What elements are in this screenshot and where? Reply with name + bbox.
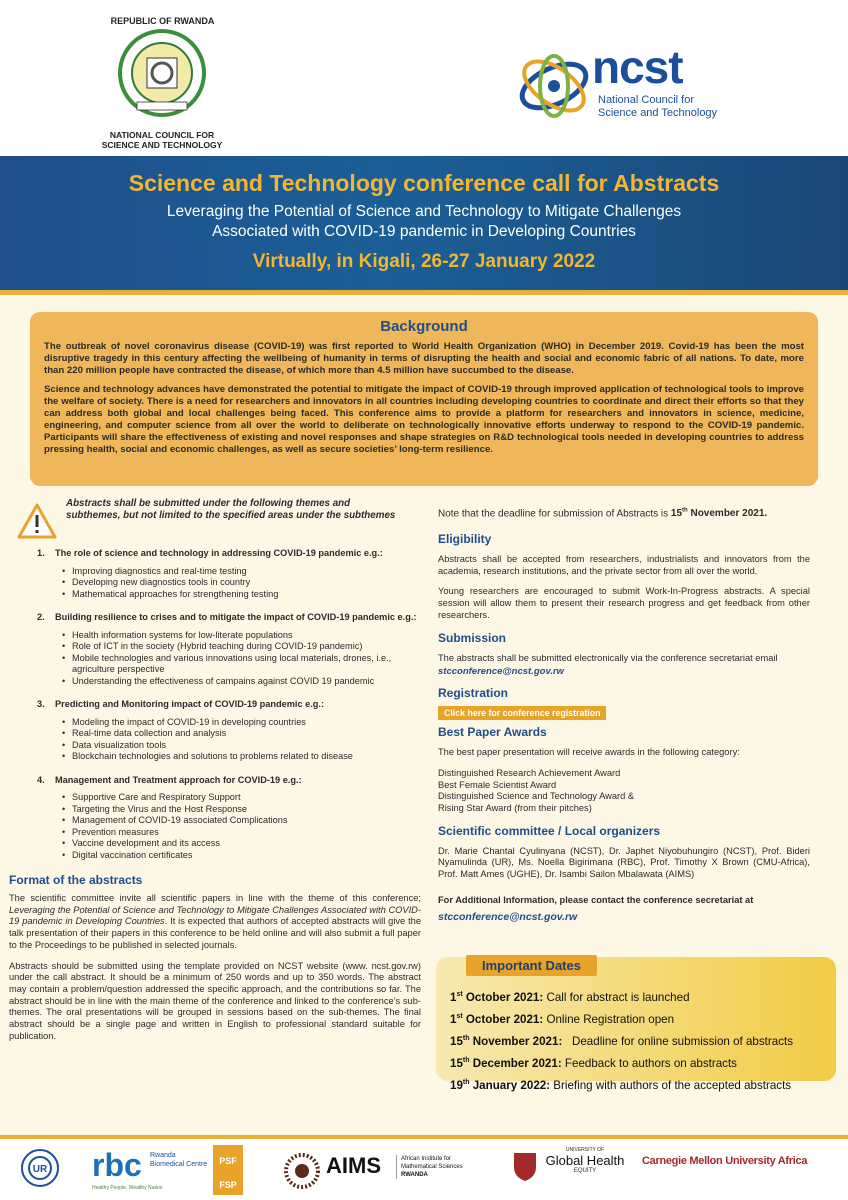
- subtheme-item: • Mathematical approaches for strengthening testing: [62, 589, 421, 601]
- svg-text:UR: UR: [32, 1164, 48, 1175]
- subtheme-item: • Vaccine development and its access: [62, 838, 421, 850]
- important-date-row: 1st October 2021: Call for abstract is launched: [450, 990, 690, 1004]
- award-item: Rising Star Award (from their pitches): [438, 803, 592, 814]
- aims-subtitle: African Institute for Mathematical Sciences RWANDA: [396, 1155, 486, 1179]
- subtheme-item: • Improving diagnostics and real-time testing: [62, 566, 421, 578]
- awards-paragraph: The best paper presentation will receive awards in the following category:: [438, 747, 740, 758]
- rbc-tagline: Healthy People, Wealthy Nation: [92, 1185, 163, 1191]
- info-column: [438, 506, 810, 923]
- subtheme-item: • Supportive Care and Respiratory Support: [62, 792, 421, 804]
- eligibility-title: Eligibility: [438, 532, 492, 547]
- partner-logos-footer: [0, 1135, 848, 1200]
- background-paragraph: The outbreak of novel coronavirus disease (COVID-19) was first reported to World Health Organization (WHO) in December 2019. Covid-19 has been the most disruptive tragedy in this century affecting the wellbeing of humanity in terms of disrupting the health and social and economic fabric of all nations. To date, more than 220 million people have contracted the disease, of which more than 4.5 million have succumbed to the disease.: [44, 341, 804, 376]
- registration-title: Registration: [438, 686, 509, 701]
- themes-list: [9, 548, 421, 861]
- format-paragraph-1: The scientific committee invite all scientific papers in line with the theme of this conference; Leveraging the Potential of Science and Technology to Mitigate Challenges Associated with COVID-19 pandemic in Developing Countries. It is expected that authors of accepted abstracts will give the talk presentation of their papers in this conference to be held online and will also submit a full paper to the Proceedings to be published in selected journals.: [9, 893, 422, 950]
- subtheme-item: • Modeling the impact of COVID-19 in developing countries: [62, 717, 421, 729]
- award-item: Distinguished Research Achievement Award: [438, 767, 621, 778]
- subtheme-item: • Real-time data collection and analysis: [62, 728, 421, 740]
- subtheme-item: • Developing new diagnostics tools in country: [62, 577, 421, 589]
- aims-logo: AIMS: [326, 1153, 381, 1178]
- divider: [0, 290, 848, 295]
- awards-title: Best Paper Awards: [438, 725, 547, 740]
- important-date-row: 15th November 2021: Deadline for online submission of abstracts: [450, 1034, 794, 1048]
- subtheme-item: • Understanding the effectiveness of campains against COVID 19 pandemic: [62, 676, 421, 688]
- award-item: Distinguished Science and Technology Award &: [438, 791, 635, 802]
- contact-email-link[interactable]: stcconference@ncst.gov.rw: [438, 910, 578, 923]
- conference-title: Science and Technology conference call for Abstracts: [128, 170, 720, 196]
- committee-title: Scientific committee / Local organizers: [438, 823, 661, 838]
- theme-heading: 4. Management and Treatment approach for COVID-19 e.g.:: [37, 774, 302, 785]
- subtheme-item: • Prevention measures: [62, 827, 421, 839]
- subtheme-item: • Digital vaccination certificates: [62, 850, 421, 862]
- subtheme-list: [62, 717, 421, 763]
- subtheme-item: • Role of ICT in the society (Hybrid teaching during COVID-19 pandemic): [62, 641, 421, 653]
- cmu-africa-logo: Carnegie Mellon University Africa: [642, 1155, 808, 1167]
- subtheme-item: • Health information systems for low-literate populations: [62, 630, 421, 642]
- awards-list: [438, 768, 810, 815]
- themes-intro: Abstracts shall be submitted under the following themes and subthemes, but not limited to the specified areas under the subthemes: [66, 498, 396, 521]
- subtheme-item: • Blockchain technologies and solutions to problems related to disease: [62, 751, 421, 763]
- deadline-note: Note that the deadline for submission of Abstracts is 15th November 2021.: [438, 508, 768, 520]
- theme-heading: 2. Building resilience to crises and to mitigate the impact of COVID-19 pandemic e.g.:: [37, 612, 417, 622]
- ncst-wordmark: ncst: [592, 41, 683, 93]
- important-date-row: 19th January 2022: Briefing with authors of the accepted abstracts: [450, 1079, 792, 1093]
- background-title: Background: [380, 318, 468, 335]
- subtheme-item: • Data visualization tools: [62, 740, 421, 752]
- themes-column: [9, 548, 421, 1051]
- registration-button[interactable]: Click here for conference registration: [438, 706, 606, 720]
- important-date-row: 1st October 2021: Online Registration open: [450, 1012, 675, 1026]
- republic-label: REPUBLIC OF RWANDA: [110, 16, 215, 26]
- background-box: [30, 312, 818, 486]
- eligibility-paragraph: Abstracts shall be accepted from researchers, industrialists and innovators from the academia, research institutions, and the private sector from all over the world.: [438, 554, 810, 576]
- university-of-rwanda-logo-icon: [20, 1147, 60, 1189]
- rwanda-seal-icon: [117, 28, 207, 118]
- eligibility-paragraph: Young researchers are encouraged to submit Work-In-Progress abstracts. A special session will allow them to present their research progress and get feedback from other researchers.: [438, 586, 810, 620]
- background-paragraph: Science and technology advances have demonstrated the potential to mitigate the impact of COVID-19 through improved application of technological tools to improve the welfare of society. There is a need for researchers and innovators in all countries including developing countries to coordinate and direct their efforts so that they can address both global and local challenges being faced. This conference aims to provide a platform for researchers and innovators in science, medicine, engineering, and computer science from all over the world to deliberate on technologically innovative efforts underway to respond to the COVID-19 pandemic. Participants will share the effectiveness of existing and novel responses and shape strategies on R&D technological tools needed in developing countries to address pressing health, social and economic challenges, as well as secure societies’ long-term resilience.: [44, 384, 804, 455]
- theme-heading: 3. Predicting and Monitoring impact of COVID-19 pandemic e.g.:: [37, 699, 325, 709]
- rbc-name: Rwanda Biomedical Centre: [150, 1152, 208, 1168]
- format-paragraph-2: Abstracts should be submitted using the template provided on NCST website (www. ncst.gov.rw) under the call abstract. It should be a minimum of 250 words and up to 350 words. The abstract may contain a problem/question addressed the specific approach, and the contributions so far. The abstract should be in line with the main theme of the conference and linked to the conference’s sub-themes. The oral presentations will be grouped in sessions based on the sub-themes. The final abstract should be a single page and written in English to professional standard suitable for publication.: [9, 960, 421, 1041]
- subtheme-list: [62, 566, 421, 601]
- important-dates-title: Important Dates: [466, 955, 597, 976]
- header: [0, 0, 848, 156]
- seal-org-label: NATIONAL COUNCIL FOR SCIENCE AND TECHNOLOGY: [101, 130, 223, 150]
- ncst-subtitle: National Council for Science and Technology: [598, 94, 718, 119]
- format-title: Format of the abstracts: [9, 873, 143, 887]
- submission-title: Submission: [438, 630, 507, 645]
- important-dates-box: [436, 957, 836, 1093]
- contact-text: For Additional Information, please contact the conference secretariat at: [438, 894, 754, 905]
- subtheme-list: [62, 630, 421, 688]
- committee-paragraph: Dr. Marie Chantal Cyulinyana (NCST), Dr. Japhet Niyobuhungiro (NCST), Prof. Bideri Nyamulinda (UR), Ms. Noella Bigirimana (RBC), Prof. Timothy X Brown (CMU-Africa), Prof. Matt Ames (UGHE), Dr. Isambi Sailon Mbalawata (AIMS): [438, 845, 810, 880]
- warning-icon: [17, 503, 57, 539]
- submission-email-link[interactable]: stcconference@ncst.gov.rw: [438, 666, 564, 678]
- aims-sunburst-icon: [282, 1151, 322, 1191]
- award-item: Best Female Scientist Award: [438, 779, 557, 790]
- title-banner: [0, 156, 848, 290]
- theme-heading: 1. The role of science and technology in addressing COVID-19 pandemic e.g.:: [37, 548, 383, 558]
- submission-paragraph: The abstracts shall be submitted electronically via the conference secretariat email: [438, 652, 778, 663]
- subtheme-list: [62, 792, 421, 861]
- rbc-logo: rbc: [92, 1147, 142, 1183]
- conference-subtitle: Leveraging the Potential of Science and Technology to Mitigate Challenges Associated with COVID-19 pandemic in Developing Countries: [166, 203, 682, 240]
- important-date-row: 15th December 2021: Feedback to authors on abstracts: [450, 1057, 737, 1071]
- subtheme-item: • Mobile technologies and various innovations using local materials, drones, i.e., agriculture perspective: [62, 653, 421, 676]
- subtheme-item: • Management of COVID-19 associated Complications: [62, 815, 421, 827]
- conference-location-date: Virtually, in Kigali, 26-27 January 2022: [252, 251, 596, 272]
- important-dates-list: [450, 985, 793, 1095]
- ughe-shield-icon: [512, 1151, 538, 1183]
- ughe-logo: UNIVERSITY OF Global Health EQUITY: [545, 1147, 625, 1174]
- psf-logo: PSF FSP: [213, 1145, 243, 1195]
- ncst-logo-icon: [512, 50, 602, 120]
- subtheme-item: • Targeting the Virus and the Host Response: [62, 804, 421, 816]
